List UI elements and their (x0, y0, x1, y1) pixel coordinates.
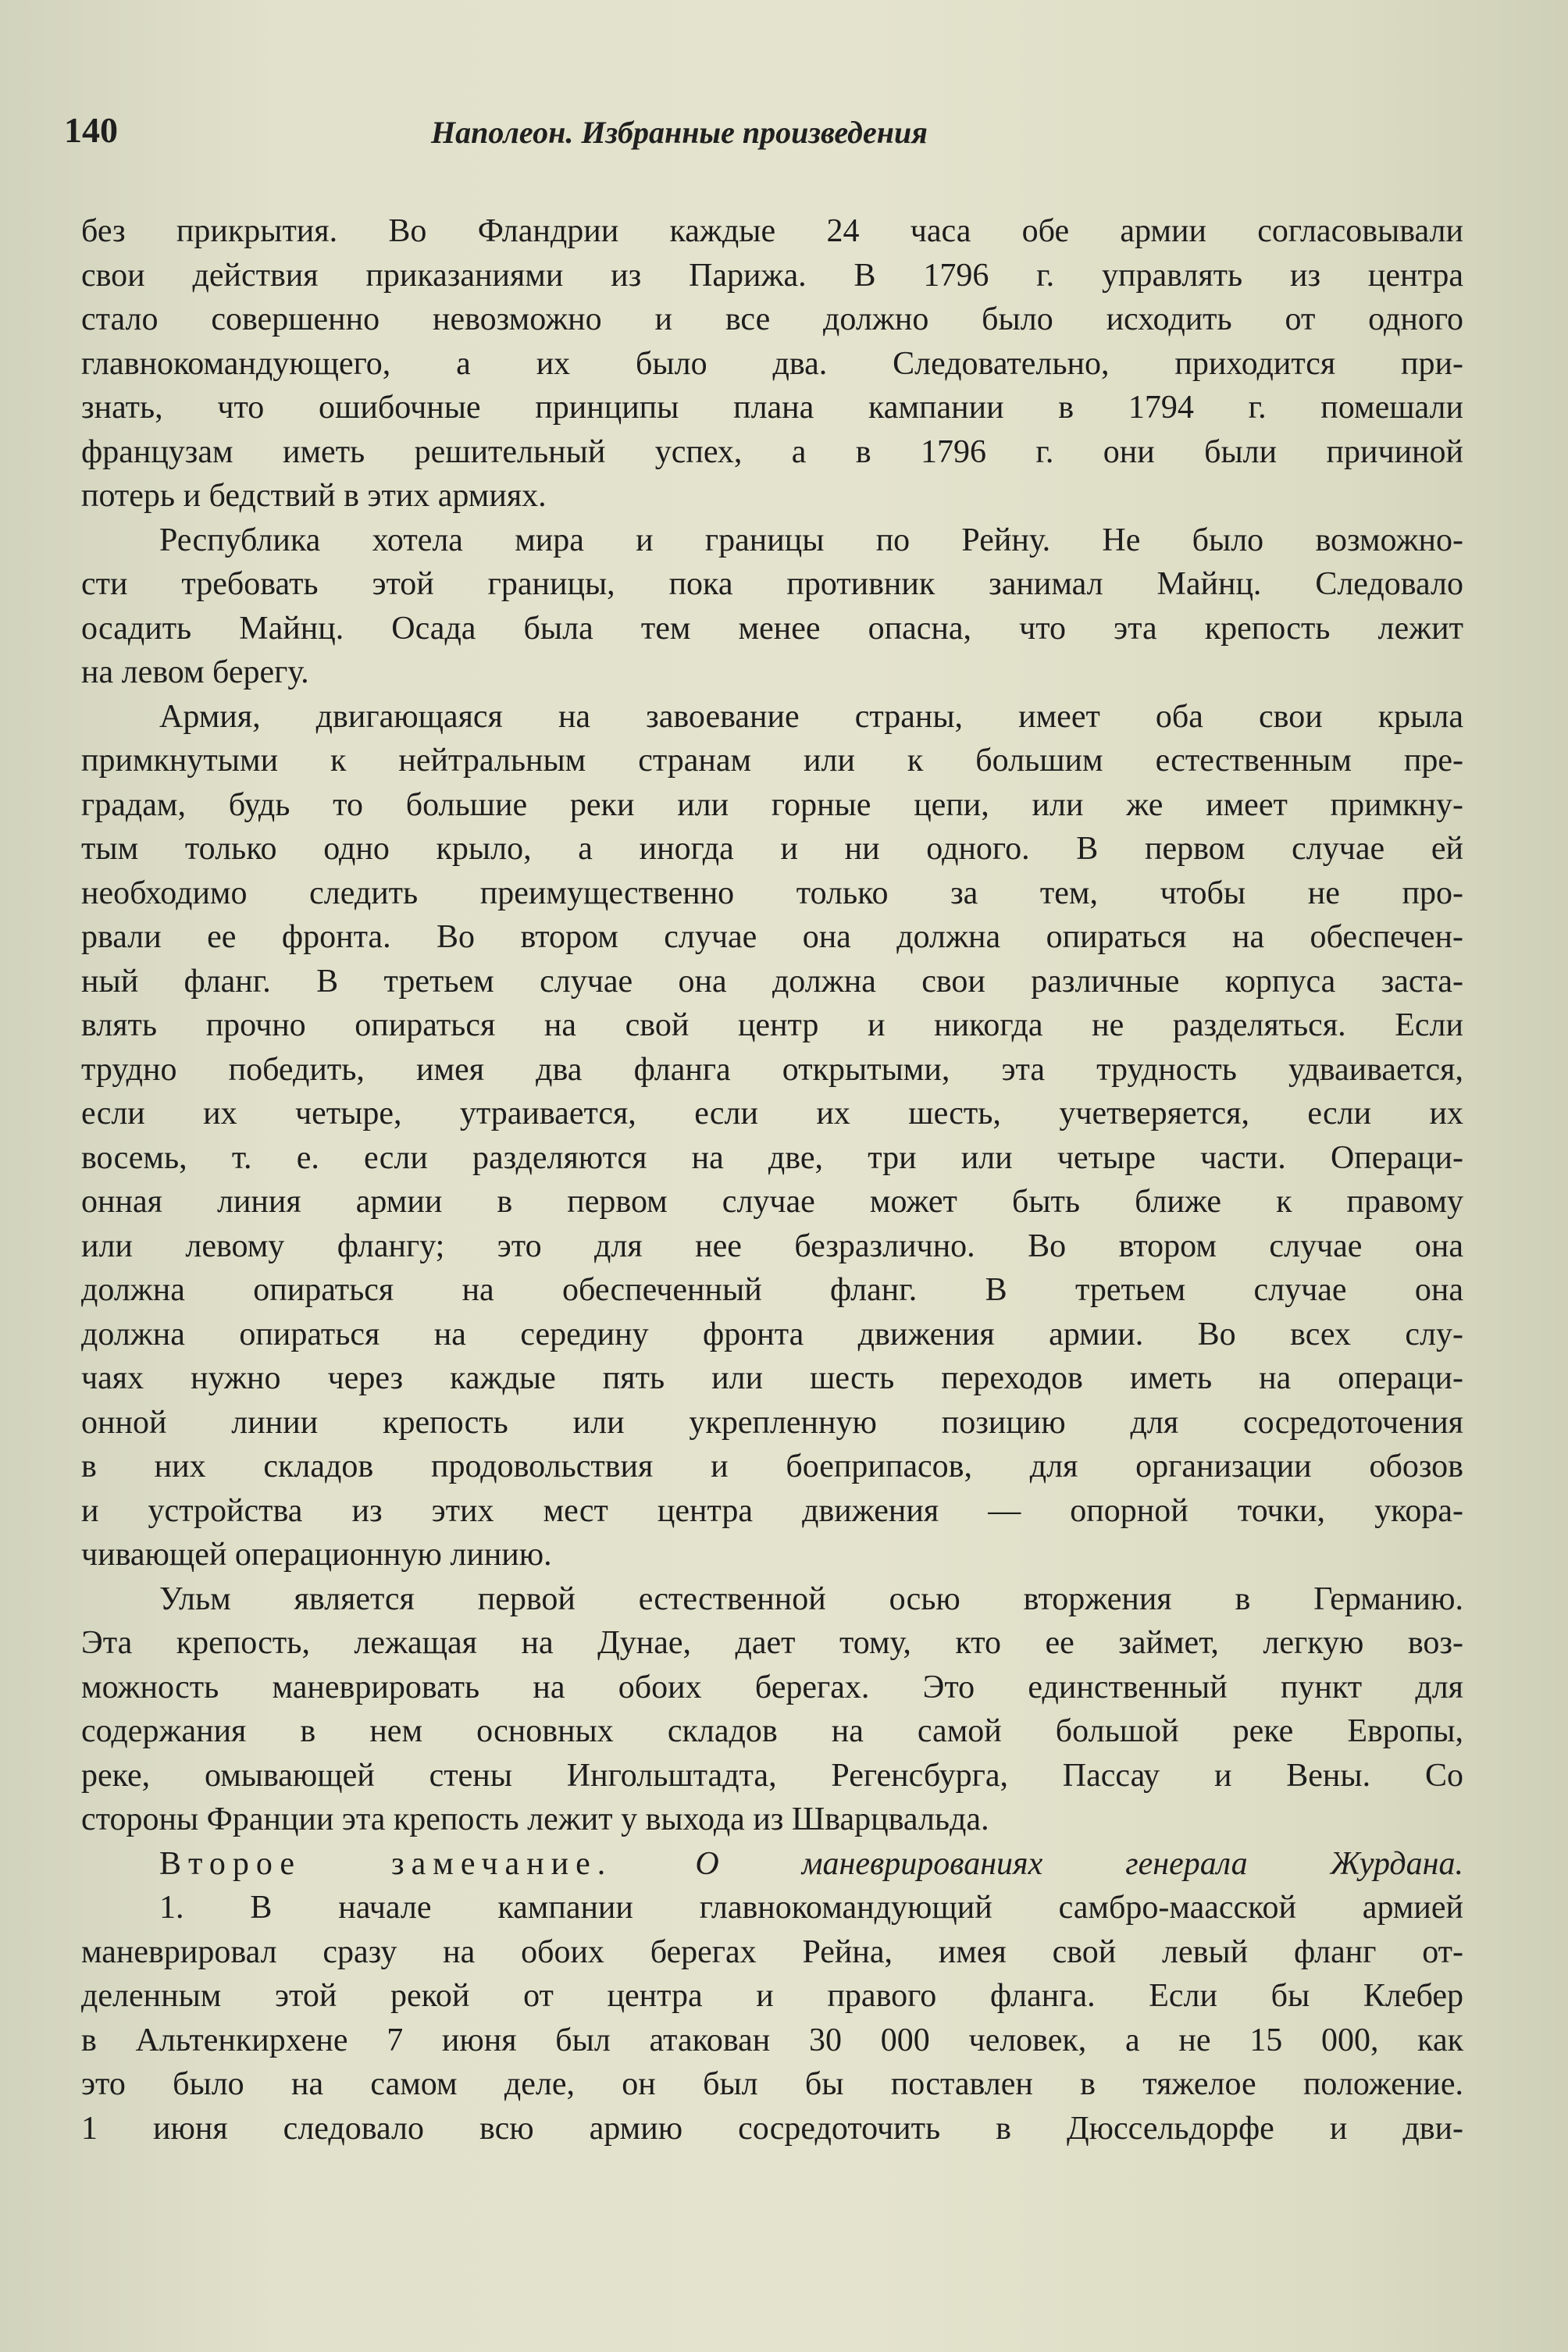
text-line: стало совершенно невозможно и все должно было исходить от одного (81, 301, 1463, 337)
text-line: на левом берегу. (81, 654, 309, 690)
text-line: чивающей операционную линию. (81, 1537, 552, 1573)
text-line: градам, будь то большие реки или горные цепи, или же имеет примкну- (81, 786, 1463, 823)
text-line: должна опираться на середину фронта движения армии. Во всех слу- (81, 1316, 1463, 1352)
text-line: стороны Франции эта крепость лежит у выхода из Шварцвальда. (81, 1801, 989, 1837)
text-line: необходимо следить преимущественно только за тем, чтобы не про- (81, 875, 1463, 911)
text-line: тым только одно крыло, а иногда и ни одного. В первом случае ей (81, 831, 1463, 867)
remark-label: Второе замечание. (159, 1845, 613, 1882)
page-header (64, 109, 1470, 172)
text-line: или левому флангу; это для нее безразлично. Во втором случае она (81, 1228, 1463, 1264)
text-line: знать, что ошибочные принципы плана кампании в 1794 г. помешали (81, 390, 1463, 426)
text-line: онная линия армии в первом случае может быть ближе к правому (81, 1184, 1463, 1220)
remark-title: О маневрированиях генерала Журдана. (695, 1845, 1463, 1882)
text-line: главнокомандующего, а их было два. Следовательно, приходится при- (81, 345, 1463, 382)
text-line: Армия, двигающаяся на завоевание страны, имеет оба свои крыла (159, 698, 1463, 735)
text-line: если их четыре, утраивается, если их шесть, учетверяется, если их (81, 1096, 1463, 1131)
text-line: рвали ее фронта. Во втором случае она должна опираться на обеспечен- (81, 919, 1463, 955)
text-line: свои действия приказаниями из Парижа. В 1796 г. управлять из центра (81, 257, 1463, 294)
text-line: потерь и бедствий в этих армиях. (81, 478, 547, 514)
text-line: онной линии крепость или укрепленную позицию для сосредоточения (81, 1404, 1463, 1441)
text-line: осадить Майнц. Осада была тем менее опасна, что эта крепость лежит (81, 610, 1463, 647)
text-line: Ульм является первой естественной осью вторжения в Германию. (159, 1580, 1463, 1617)
text-line: деленным этой рекой от центра и правого фланга. Если бы Клебер (81, 1978, 1463, 2014)
text-line: Эта крепость, лежащая на Дунае, дает тому, кто ее займет, легкую воз- (81, 1625, 1463, 1661)
text-line: в Альтенкирхене 7 июня был атакован 30 000 человек, а не 15 000, как (81, 2022, 1463, 2058)
text-line: чаях нужно через каждые пять или шесть переходов иметь на операци- (81, 1360, 1463, 1396)
remark-heading (81, 1842, 1463, 1887)
text-line: в них складов продовольствия и боеприпасов, для организации обозов (81, 1449, 1463, 1484)
text-line: ный фланг. В третьем случае она должна свои различные корпуса заста- (81, 963, 1463, 1000)
text-line: влять прочно опираться на свой центр и никогда не разделяться. Если (81, 1007, 1463, 1043)
text-line: маневрировал сразу на обоих берегах Рейна, имея свой левый фланг от- (81, 1933, 1463, 1970)
text-line: французам иметь решительный успех, а в 1796 г. они были причиной (81, 433, 1463, 470)
text-line: должна опираться на обеспеченный фланг. В третьем случае она (81, 1272, 1463, 1308)
text-line: сти требовать этой границы, пока противник занимал Майнц. Следовало (81, 566, 1463, 602)
text-line: 1 июня следовало всю армию сосредоточить в Дюссельдорфе и дви- (81, 2110, 1463, 2147)
running-title: Наполеон. Избранные произведения (431, 115, 928, 150)
text-line: восемь, т. е. если разделяются на две, три или четыре части. Операци- (81, 1139, 1463, 1176)
page-number: 140 (64, 110, 118, 150)
body-text (81, 209, 1463, 2151)
text-line: трудно победить, имея два фланга открытыми, эта трудность удваивается, (81, 1051, 1463, 1088)
text-line: содержания в нем основных складов на самой большой реке Европы, (81, 1713, 1463, 1749)
text-line: и устройства из этих мест центра движения — опорной точки, укора- (81, 1492, 1463, 1529)
text-line: без прикрытия. Во Фландрии каждые 24 часа обе армии согласовывали (81, 213, 1463, 249)
text-line: это было на самом деле, он был бы поставлен в тяжелое положение. (81, 2066, 1463, 2102)
text-line: реке, омывающей стены Ингольштадта, Регенсбурга, Пассау и Вены. Со (81, 1757, 1463, 1794)
text-line: примкнутыми к нейтральным странам или к большим естественным пре- (81, 743, 1463, 779)
text-line: можность маневрировать на обоих берегах. Это единственный пункт для (81, 1669, 1463, 1705)
text-line: Республика хотела мира и границы по Рейну. Не было возможно- (159, 522, 1463, 558)
text-line: 1. В начале кампании главнокомандующий самбро-маасской армией (159, 1890, 1463, 1926)
